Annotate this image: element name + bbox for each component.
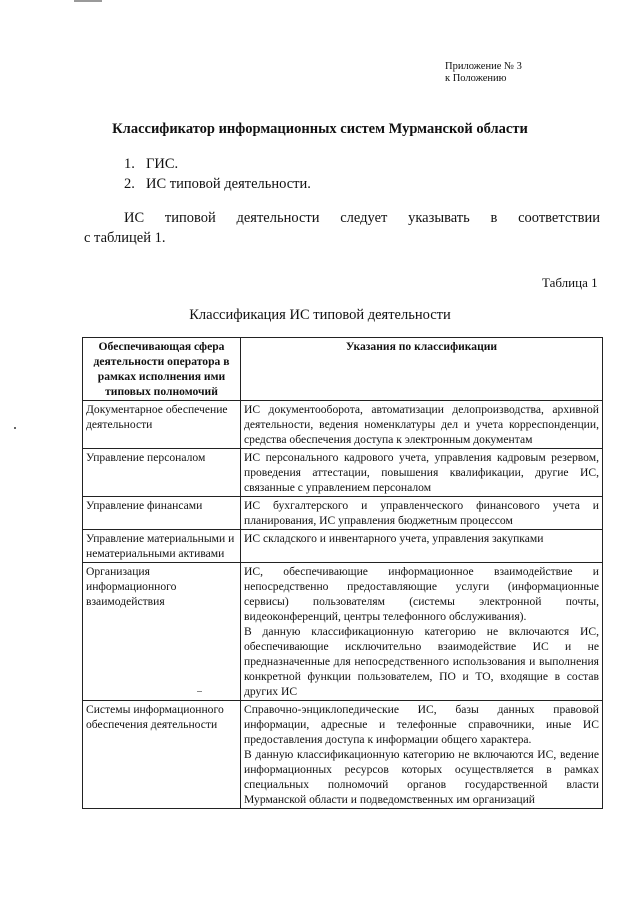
paragraph-line-2: с таблицей 1. [84,230,166,246]
table-title: Классификация ИС типовой деятельности [189,307,451,323]
table-row [83,701,603,809]
cell-sphere: Документарное обеспечение деятельности [83,401,241,449]
scan-top-mark [74,0,102,2]
cell-sphere: Управление финансами [83,497,241,530]
cell-guidance [241,449,603,497]
guidance-text: ИС бухгалтерского и управленческого финансового учета и планирования, ИС управления бюджетным процессом [244,499,599,527]
guidance-text: ИС персонального кадрового учета, управления кадровым резервом, проведения аттестации, повышения квалификации, другие ИС, связанные с управлением персоналом [244,451,599,494]
document-title: Классификатор информационных систем Мурманской области [112,121,528,137]
is-type-list [124,154,311,194]
list-item-number: 2. [124,176,135,192]
header-guidance: Указания по классификации [241,338,603,401]
appendix-line-1: Приложение № 3 [445,61,522,72]
guidance-text: ИС документооборота, автоматизации делопроизводства, архивной деятельности, ведения номенклатуры дел и учета корреспонденции, средства обеспечения доступа к электронным документам [244,403,599,446]
guidance-exclusion-text: В данную классификационную категорию не включаются ИС, ведение информационных ресурсов которых осуществляется в рамках специальных полномочий органов государственной власти Мурманской области и подведомственных им организаций [244,748,599,806]
list-item-text: ИС типовой деятельности. [146,176,311,192]
list-item [124,174,311,194]
guidance-text: ИС, обеспечивающие информационное взаимодействие и непосредственно предоставляющие услуги (информационные сервисы) пользователям (системы электронной почты, видеоконференций, центры телефонного обслуживания). [244,565,599,623]
guidance-exclusion-text: В данную классификационную категорию не включаются ИС, обеспечивающие исключительно взаимодействие ИС и не предназначенные для непосредственного использования и выполнения конкретной функции пользователем, ПО и ТО, входящие в состав других ИС [244,625,599,698]
guidance-text: ИС складского и инвентарного учета, управления закупками [244,532,544,545]
classification-table [82,337,603,809]
list-item-text: ГИС. [146,156,179,172]
appendix-line-2: к Положению [445,73,507,84]
table-row [83,530,603,563]
cell-guidance [241,563,603,701]
cell-guidance [241,701,603,809]
guidance-text: Справочно-энциклопедические ИС, базы данных правовой информации, адресные и телефонные справочники, иные ИС предоставления доступа к информации общего характера. [244,703,599,746]
table-caption: Таблица 1 [542,275,598,290]
header-sphere: Обеспечивающая сфера деятельности оператора в рамках исполнения ими типовых полномочий [83,338,241,401]
table-row [83,449,603,497]
paragraph-line-1: ИС типовой деятельности следует указывать в соответствии [124,210,600,226]
table-row [83,497,603,530]
table-row [83,563,603,701]
cell-guidance [241,497,603,530]
cell-guidance [241,530,603,563]
list-item [124,154,311,174]
list-item-number: 1. [124,156,135,172]
cell-sphere: Управление персоналом [83,449,241,497]
table-row [83,401,603,449]
cell-sphere: Управление материальными и нематериальными активами [83,530,241,563]
appendix-note [445,61,522,85]
scan-speck [14,427,16,429]
cell-sphere: Системы информационного обеспечения деятельности [83,701,241,809]
table-header-row [83,338,603,401]
instruction-paragraph [84,208,600,248]
cell-sphere: Организация информационного взаимодействия [83,563,241,701]
cell-guidance [241,401,603,449]
